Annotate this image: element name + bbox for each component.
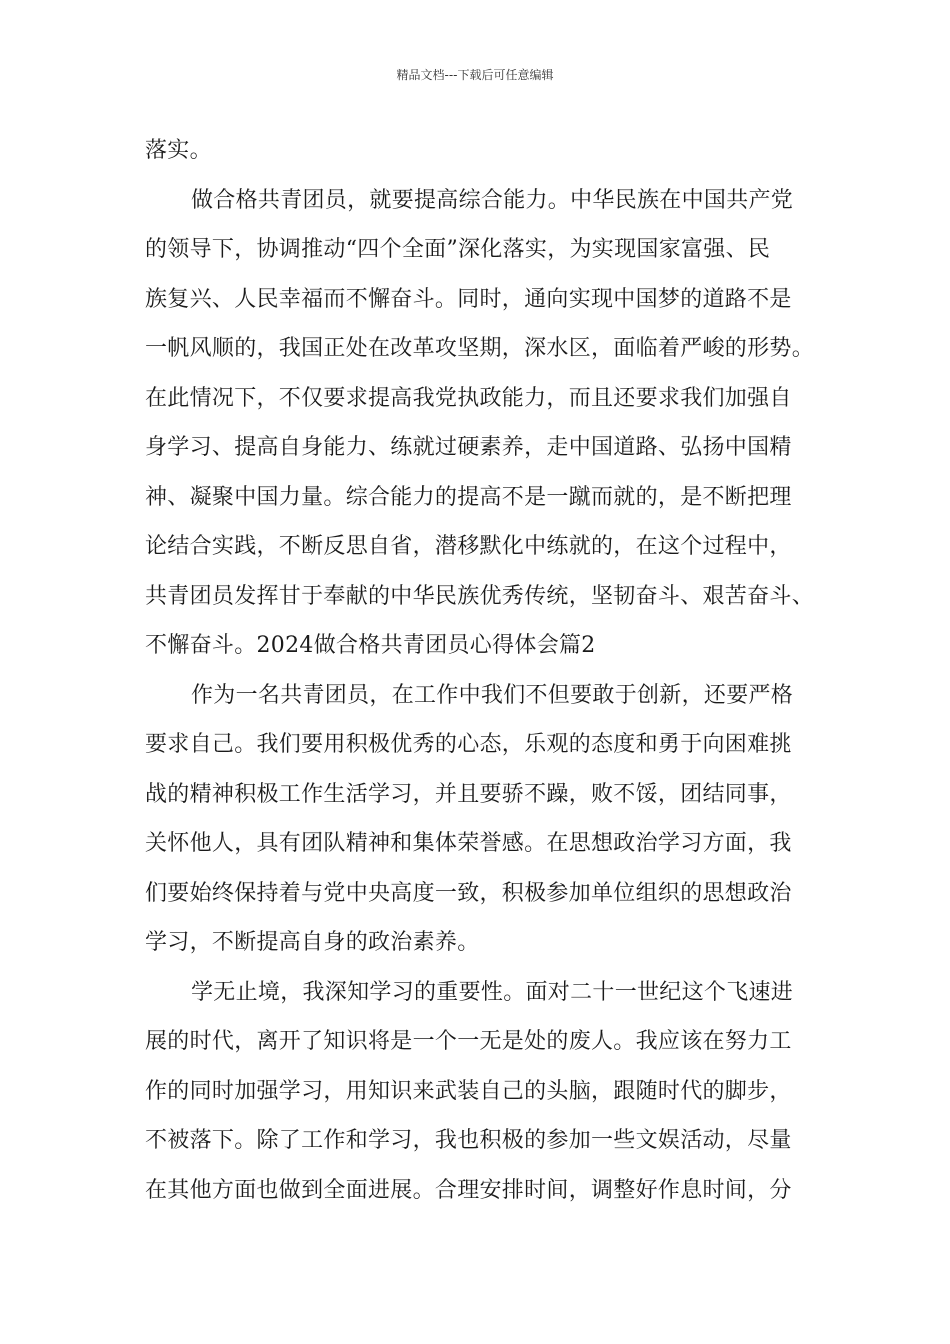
text-line: 落实。 [145, 138, 212, 163]
text-line: 展的时代，离开了知识将是一个一无是处的废人。我应该在努力工 [145, 1029, 792, 1054]
text-line: 战的精神积极工作生活学习，并且要骄不躁，败不馁，团结同事， [145, 781, 792, 807]
text-line: 共青团员发挥甘于奉献的中华民族优秀传统，坚韧奋斗、艰苦奋斗、 [145, 583, 815, 609]
text-line: 作为一名共青团员，在工作中我们不但要敢于创新，还要严格 [191, 682, 794, 708]
text-line: 要求自己。我们要用积极优秀的心态，乐观的态度和勇于向困难挑 [145, 732, 792, 757]
text-line: 不懈奋斗。2024做合格共青团员心得体会篇2 [145, 633, 596, 658]
text-line: 身学习、提高自身能力、练就过硬素养，走中国道路、弘扬中国精 [145, 435, 792, 460]
document-body [145, 126, 815, 1215]
text-line: 作的同时加强学习，用知识来武装自己的头脑，跟随时代的脚步， [145, 1078, 792, 1104]
text-line: 一帆风顺的，我国正处在改革攻坚期，深水区，面临着严峻的形势。 [145, 336, 815, 361]
page-header: 精品文档---下载后可任意编辑 [396, 68, 554, 82]
text-line: 的领导下，协调推动“四个全面”深化落实，为实现国家富强、民 [145, 237, 771, 262]
text-line: 在此情况下，不仅要求提高我党执政能力，而且还要求我们加强自 [145, 385, 792, 411]
text-line: 不被落下。除了工作和学习，我也积极的参加一些文娱活动，尽量 [145, 1128, 792, 1153]
text-line: 做合格共青团员，就要提高综合能力。中华民族在中国共产党 [191, 187, 794, 213]
text-line: 在其他方面也做到全面进展。合理安排时间，调整好作息时间，分 [145, 1177, 792, 1203]
text-line: 族复兴、人民幸福而不懈奋斗。同时，通向实现中国梦的道路不是 [145, 286, 792, 312]
text-line: 关怀他人，具有团队精神和集体荣誉感。在思想政治学习方面，我 [145, 831, 792, 856]
text-line: 学习，不断提高自身的政治素养。 [145, 930, 480, 955]
text-line: 神、凝聚中国力量。综合能力的提高不是一蹴而就的，是不断把理 [145, 484, 792, 510]
text-line: 学无止境，我深知学习的重要性。面对二十一世纪这个飞速进 [191, 979, 794, 1005]
text-line: 论结合实践，不断反思自省，潜移默化中练就的，在这个过程中， [145, 534, 792, 559]
text-line: 们要始终保持着与党中央高度一致，积极参加单位组织的思想政治 [145, 880, 792, 906]
